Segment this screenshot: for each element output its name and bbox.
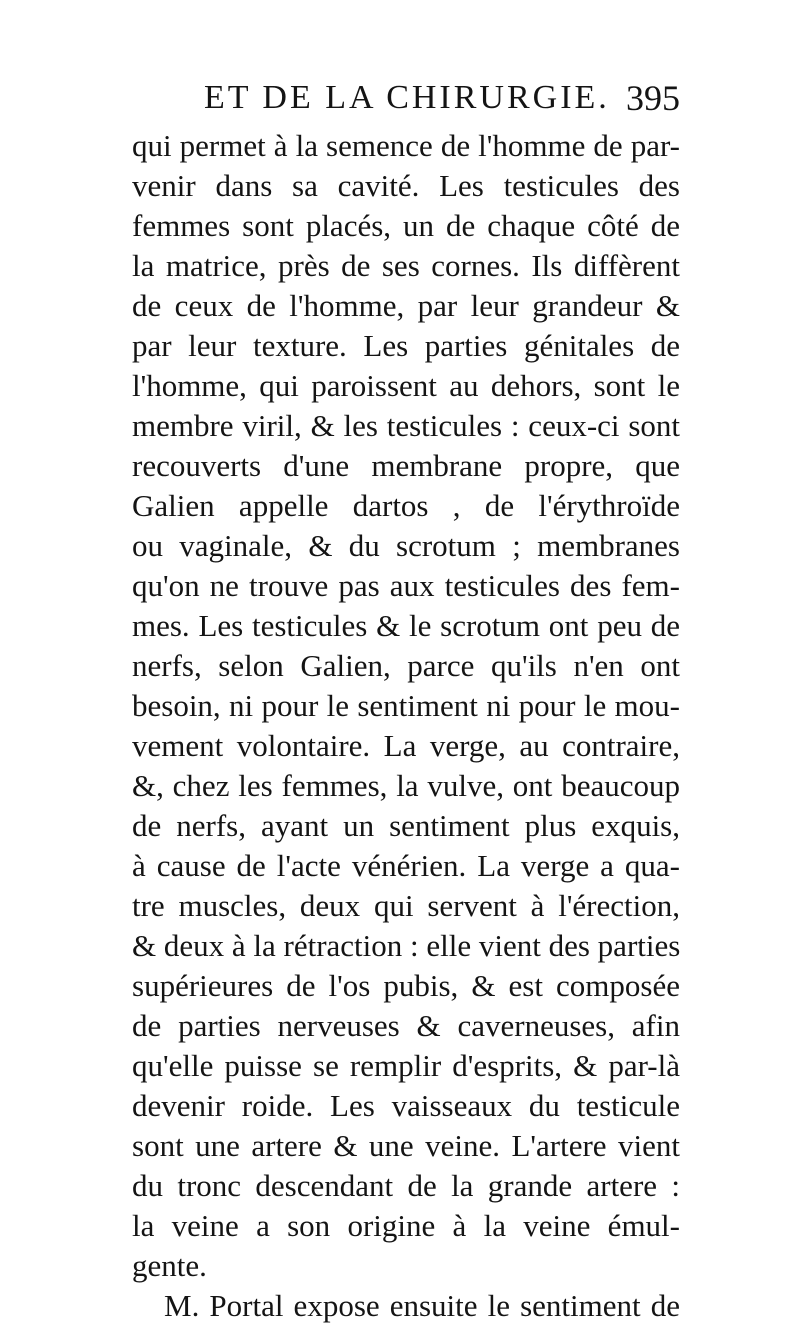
text-line: tre muscles, deux qui servent à l'érection, (132, 888, 680, 923)
body-text (132, 126, 680, 1326)
text-line: nerfs, selon Galien, parce qu'ils n'en ont (132, 648, 680, 683)
text-line: devenir roide. Les vaisseaux du testicule (132, 1088, 680, 1123)
text-line: par leur texture. Les parties génitales de (132, 328, 680, 363)
text-line: Galien appelle dartos , de l'érythroïde (132, 488, 680, 523)
text-line: qu'on ne trouve pas aux testicules des fem- (132, 568, 680, 603)
text-line: femmes sont placés, un de chaque côté de (132, 208, 680, 243)
text-line: à cause de l'acte vénérien. La verge a qua- (132, 848, 680, 883)
text-line: venir dans sa cavité. Les testicules des (132, 168, 680, 203)
text-line: de ceux de l'homme, par leur grandeur & (132, 288, 680, 323)
page-number: 395 (626, 78, 680, 118)
text-line: sont une artere & une veine. L'artere vient (132, 1128, 680, 1163)
text-line: membre viril, & les testicules : ceux-ci sont (132, 408, 680, 443)
text-line: & deux à la rétraction : elle vient des parties (132, 928, 680, 963)
text-line: &, chez les femmes, la vulve, ont beaucoup (132, 768, 680, 803)
running-head (132, 72, 680, 118)
text-line: ou vaginale, & du scrotum ; membranes (132, 528, 680, 563)
text-line: la matrice, près de ses cornes. Ils diffèrent (132, 248, 680, 283)
text-line: la veine a son origine à la veine émul- (132, 1208, 680, 1243)
text-line: recouverts d'une membrane propre, que (132, 448, 680, 483)
text-line: qui permet à la semence de l'homme de par- (132, 128, 680, 163)
text-line: l'homme, qui paroissent au dehors, sont le (132, 368, 680, 403)
text-line: qu'elle puisse se remplir d'esprits, & par-là (132, 1048, 680, 1083)
text-line: besoin, ni pour le sentiment ni pour le mou- (132, 688, 680, 723)
text-line: du tronc descendant de la grande artere : (132, 1168, 680, 1203)
text-line: de nerfs, ayant un sentiment plus exquis, (132, 808, 680, 843)
text-line: de parties nerveuses & caverneuses, afin (132, 1008, 680, 1043)
text-line: gente. (132, 1248, 207, 1283)
text-line: mes. Les testicules & le scrotum ont peu de (132, 608, 680, 643)
text-line: M. Portal expose ensuite le sentiment de (164, 1288, 680, 1323)
text-line: supérieures de l'os pubis, & est composée (132, 968, 680, 1003)
running-title: ET DE LA CHIRURGIE. (204, 79, 610, 116)
text-line: vement volontaire. La verge, au contraire, (132, 728, 680, 763)
